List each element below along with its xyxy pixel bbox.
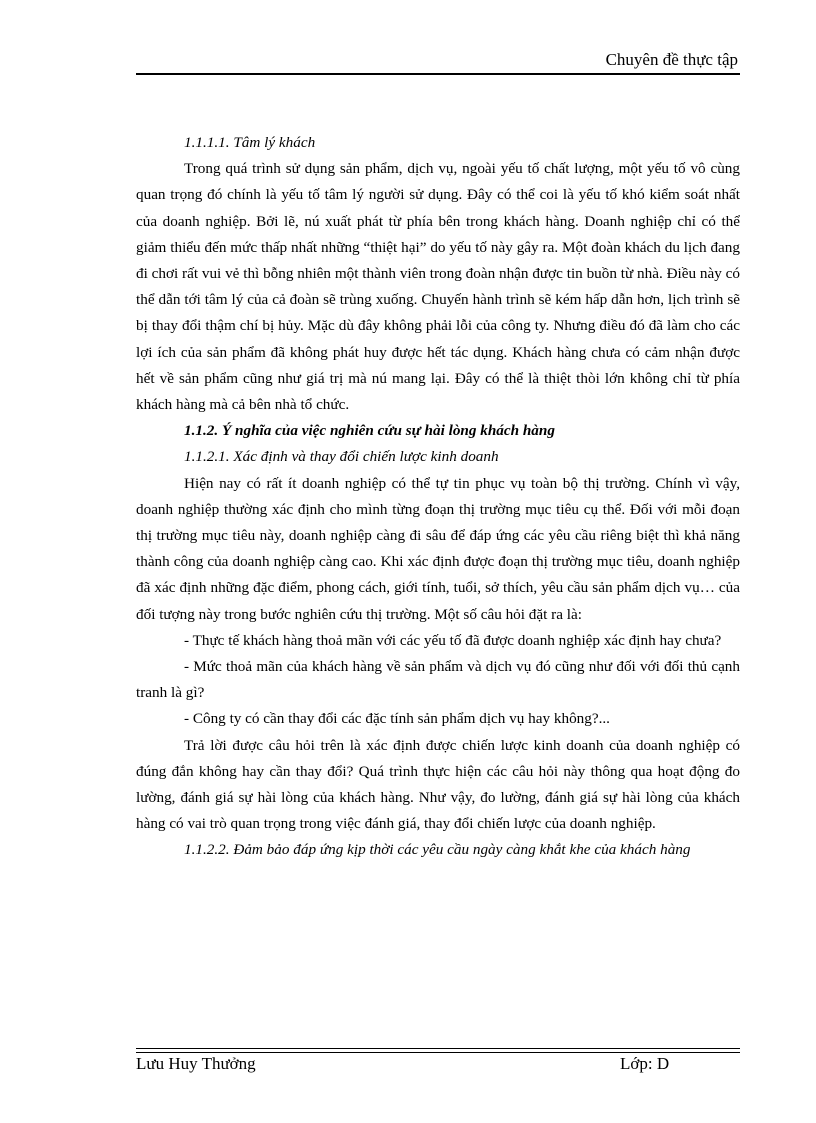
heading-1-1-2-2: 1.1.2.2. Đảm bảo đáp ứng kịp thời các yêu cầu ngày càng khắt khe của khách hàng	[184, 841, 691, 859]
paragraph-tam-ly: Trong quá trình sử dụng sản phẩm, dịch vụ, ngoài yếu tố chất lượng, một yếu tố vô cùng quan trọng đó chính là yếu tố tâm lý người sử dụng. Đây có thể coi là yếu tố khó kiểm soát nhất của doanh nghiệp. Bởi lẽ, nú xuất phát từ phía bên trong khách hàng. Doanh nghiệp chỉ có thể giảm thiểu đến mức thấp nhất những “thiệt hại” do yếu tố này gây ra. Một đoàn khách du lịch đang đi chơi rất vui vẻ thì bỗng nhiên một thành viên trong đoàn nhận được tin buồn từ nhà. Điều này có thể dẫn tới tâm lý của cả đoàn sẽ trùng xuống. Chuyến hành trình sẽ kém hấp dẫn hơn, lịch trình sẽ bị thay đổi thậm chí bị hủy. Mặc dù đây không phải lỗi của công ty. Nhưng điều đó đã làm cho các lợi ích của sản phẩm đã không phát huy được hết tác dụng. Khách hàng chưa có cảm nhận được hết về sản phẩm cũng như giá trị mà nú mang lại. Đây có thể là thiệt thòi lớn không chỉ từ phía khách hàng mà cả bên nhà tổ chức.	[136, 160, 740, 414]
header-rule	[136, 73, 740, 75]
paragraph-tra-loi: Trả lời được câu hỏi trên là xác định được chiến lược kinh doanh của doanh nghiệp có đúng đắn không hay cần thay đổi? Quá trình thực hiện các câu hỏi này thông qua hoạt động đo lường, đánh giá sự hài lòng của khách hàng. Như vậy, đo lường, đánh giá sự hài lòng của khách hàng có vai trò quan trọng trong việc đánh giá, thay đổi chiến lược của doanh nghiệp.	[136, 736, 740, 833]
question-2: - Mức thoả mãn của khách hàng về sản phẩm và dịch vụ đó cũng như đối với đối thủ cạnh tranh là gì?	[136, 658, 740, 702]
footer-rule	[136, 1048, 740, 1053]
footer-author: Lưu Huy Thưởng	[136, 1054, 256, 1073]
page-content	[136, 130, 740, 864]
footer-class: Lớp: D	[620, 1054, 670, 1073]
heading-1-1-2: 1.1.2. Ý nghĩa của việc nghiên cứu sự hài lòng khách hàng	[184, 422, 555, 440]
heading-1-1-1-1: 1.1.1.1. Tâm lý khách	[184, 134, 316, 151]
question-3: - Công ty có cần thay đổi các đặc tính sản phẩm dịch vụ hay không?...	[184, 710, 610, 728]
paragraph-chien-luoc: Hiện nay có rất ít doanh nghiệp có thể tự tin phục vụ toàn bộ thị trường. Chính vì vậy, doanh nghiệp thường xác định cho mình từng đoạn thị trường mục tiêu cụ thể. Đối với mỗi đoạn thị trường mục tiêu này, doanh nghiệp càng đi sâu để đáp ứng các yêu cầu riêng biệt thì khả năng thành công của doanh nghiệp càng cao. Khi xác định được đoạn thị trường mục tiêu, doanh nghiệp đã xác định những đặc điểm, phong cách, giới tính, tuổi, sở thích, yêu cầu sản phẩm dịch vụ… của đối tượng này trong bước nghiên cứu thị trường. Một số câu hỏi đặt ra là:	[136, 474, 740, 623]
heading-1-1-2-1: 1.1.2.1. Xác định và thay đổi chiến lược kinh doanh	[184, 448, 499, 466]
header-title: Chuyên đề thực tập	[605, 50, 738, 69]
question-1: - Thực tế khách hàng thoả mãn với các yếu tố đã được doanh nghiệp xác định hay chưa?	[184, 631, 722, 649]
